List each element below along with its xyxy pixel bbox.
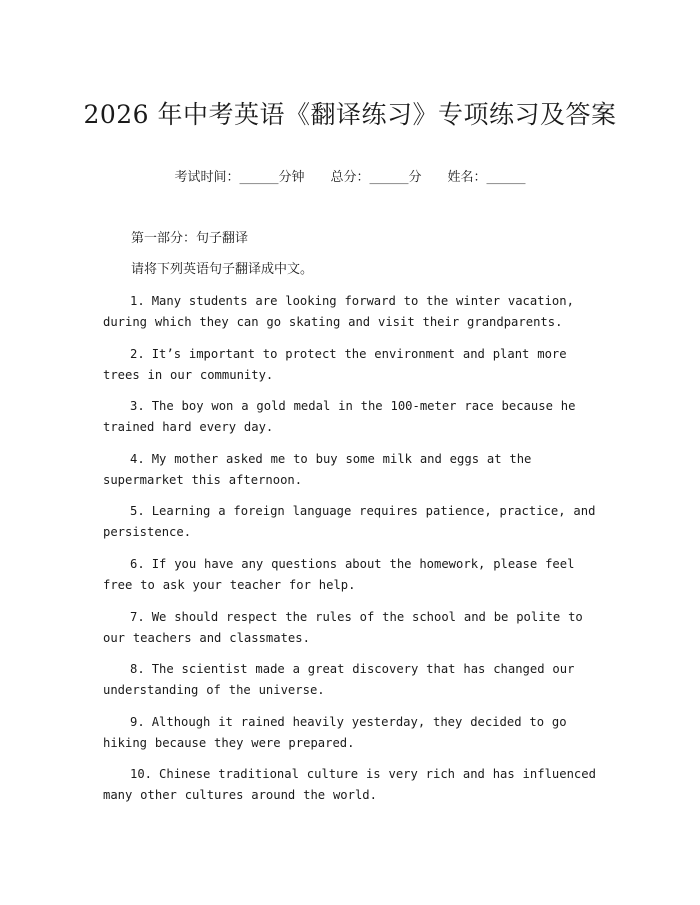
question-text: Chinese traditional culture is very rich and has influenced many other cultures around the world.: [103, 767, 596, 803]
question-number: 10.: [130, 767, 153, 782]
question-item: [103, 554, 603, 596]
question-text: If you have any questions about the homework, please feel free to ask your teacher for help.: [103, 556, 575, 592]
question-number: 4.: [130, 451, 145, 466]
question-number: 8.: [130, 662, 145, 677]
question-item: [103, 764, 603, 806]
page-title: 2026 年中考英语《翻译练习》专项练习及答案: [83, 99, 617, 129]
question-item: [103, 712, 603, 754]
question-item: [103, 607, 603, 649]
question-number: 9.: [130, 714, 145, 729]
question-item: [103, 449, 603, 491]
question-text: It’s important to protect the environment and plant more trees in our community.: [103, 346, 567, 382]
student-name-field: 姓名：______: [447, 170, 526, 185]
exam-time-field: 考试时间：______分钟: [174, 170, 305, 185]
question-item: [103, 501, 603, 543]
instruction-text: 请将下列英语句子翻译成中文。: [131, 262, 314, 277]
question-text: Although it rained heavily yesterday, they decided to go hiking because they were prepared.: [103, 714, 567, 750]
question-text: Learning a foreign language requires patience, practice, and persistence.: [103, 504, 596, 540]
question-number: 3.: [130, 399, 145, 414]
question-text: Many students are looking forward to the winter vacation, during which they can go skating and visit their grandparents.: [103, 294, 574, 329]
question-text: The scientist made a great discovery that has changed our understanding of the universe.: [103, 662, 575, 698]
question-text: We should respect the rules of the school and be polite to our teachers and classmates.: [103, 609, 583, 645]
question-number: 7.: [130, 609, 145, 624]
question-number: 5.: [130, 504, 145, 519]
question-number: 2.: [130, 346, 145, 361]
question-item: [103, 291, 603, 333]
exam-info-line: [0, 168, 700, 188]
question-text: My mother asked me to buy some milk and eggs at the supermarket this afternoon.: [103, 451, 532, 487]
question-item: [103, 396, 603, 438]
question-item: [103, 659, 603, 701]
question-list: [103, 291, 603, 817]
question-text: The boy won a gold medal in the 100-meter race because he trained hard every day.: [103, 399, 576, 435]
question-number: 6.: [130, 556, 145, 571]
question-number: 1.: [130, 294, 145, 308]
total-score-field: 总分：______分: [330, 170, 422, 185]
section-title: 第一部分：句子翻译: [131, 231, 249, 246]
question-item: [103, 344, 603, 386]
